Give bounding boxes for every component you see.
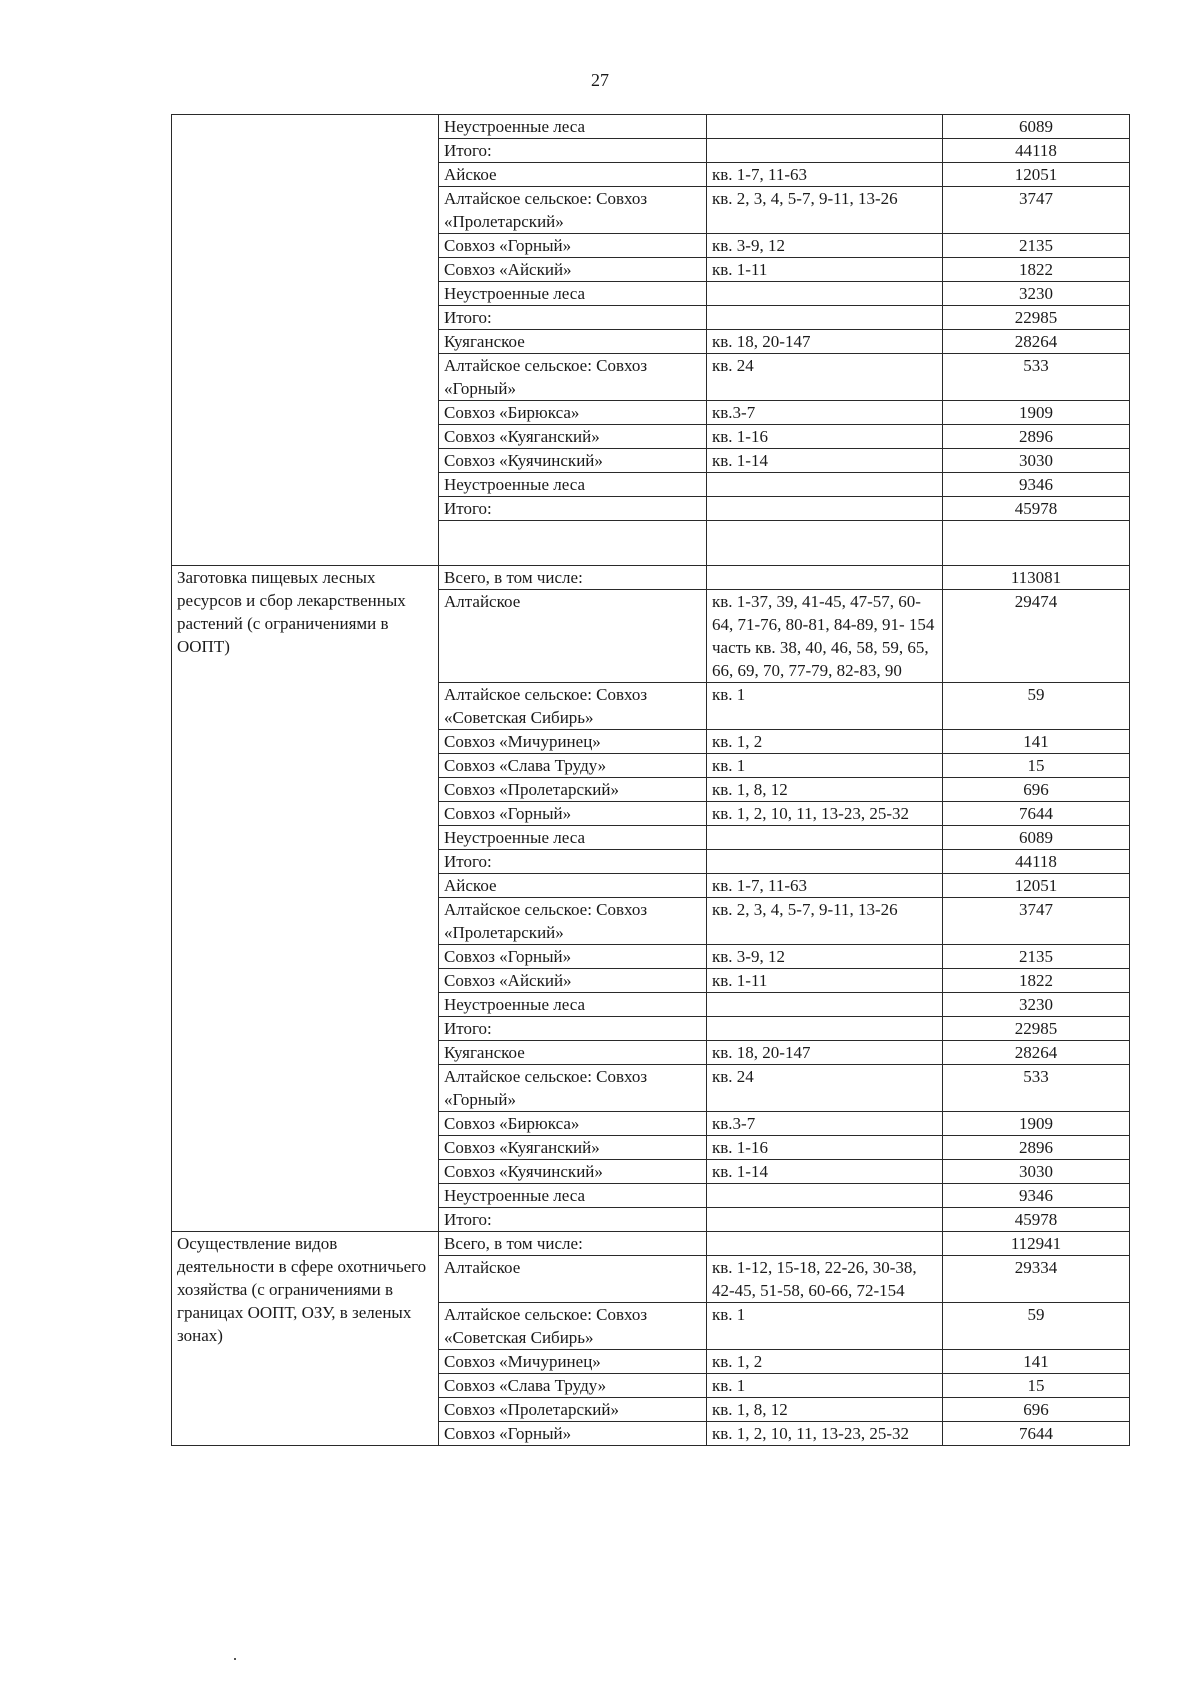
quarters-cell	[707, 850, 943, 874]
area-cell: 2135	[943, 945, 1130, 969]
forestry-name-cell: Совхоз «Пролетарский»	[439, 778, 707, 802]
area-cell: 44118	[943, 139, 1130, 163]
forestry-name-cell: Совхоз «Куяганский»	[439, 425, 707, 449]
quarters-cell: кв. 1-11	[707, 258, 943, 282]
quarters-cell: кв. 24	[707, 1065, 943, 1112]
quarters-cell	[707, 473, 943, 497]
quarters-cell	[707, 566, 943, 590]
forestry-name-cell: Итого:	[439, 1208, 707, 1232]
forestry-name-cell: Алтайское сельское: Совхоз «Советская Сибирь»	[439, 1303, 707, 1350]
quarters-cell: кв. 1-16	[707, 1136, 943, 1160]
forestry-name-cell: Итого:	[439, 1017, 707, 1041]
forestry-name-cell: Совхоз «Горный»	[439, 234, 707, 258]
forestry-name-cell: Итого:	[439, 139, 707, 163]
area-cell: 1822	[943, 969, 1130, 993]
forestry-name-cell: Совхоз «Горный»	[439, 945, 707, 969]
forestry-name-cell: Совхоз «Айский»	[439, 258, 707, 282]
area-cell: 29334	[943, 1256, 1130, 1303]
forestry-name-cell: Алтайское сельское: Совхоз «Советская Сибирь»	[439, 683, 707, 730]
quarters-cell: кв. 1-16	[707, 425, 943, 449]
quarters-cell: кв. 18, 20-147	[707, 330, 943, 354]
quarters-cell: кв. 1-14	[707, 449, 943, 473]
area-cell: 29474	[943, 590, 1130, 683]
area-cell: 59	[943, 683, 1130, 730]
area-cell: 59	[943, 1303, 1130, 1350]
forestry-name-cell: Алтайское	[439, 590, 707, 683]
forestry-name-cell: Совхоз «Слава Труду»	[439, 1374, 707, 1398]
area-cell: 2896	[943, 425, 1130, 449]
quarters-cell	[707, 1184, 943, 1208]
area-cell: 7644	[943, 802, 1130, 826]
area-cell: 3747	[943, 187, 1130, 234]
table-row	[172, 115, 1130, 139]
quarters-cell: кв. 1, 2	[707, 1350, 943, 1374]
quarters-cell: кв. 1, 2, 10, 11, 13-23, 25-32	[707, 1422, 943, 1446]
quarters-cell: кв. 1, 8, 12	[707, 778, 943, 802]
forestry-name-cell: Совхоз «Куячинский»	[439, 1160, 707, 1184]
area-cell: 141	[943, 1350, 1130, 1374]
forestry-name-cell: Алтайское сельское: Совхоз «Горный»	[439, 1065, 707, 1112]
area-cell: 9346	[943, 1184, 1130, 1208]
quarters-cell: кв. 1, 8, 12	[707, 1398, 943, 1422]
area-cell: 3230	[943, 282, 1130, 306]
forestry-name-cell: Куяганское	[439, 330, 707, 354]
forestry-name-cell: Алтайское сельское: Совхоз «Пролетарский»	[439, 187, 707, 234]
area-cell: 22985	[943, 306, 1130, 330]
area-cell: 3030	[943, 449, 1130, 473]
forestry-name-cell: Совхоз «Куяганский»	[439, 1136, 707, 1160]
page-number: 27	[591, 70, 609, 90]
area-cell: 1909	[943, 401, 1130, 425]
forestry-name-cell: Алтайское	[439, 1256, 707, 1303]
quarters-cell: кв. 1	[707, 1303, 943, 1350]
activity-cell: Заготовка пищевых лесных ресурсов и сбор лекарственных растений (с ограничениями в ООПТ)	[172, 566, 439, 1232]
area-cell: 696	[943, 778, 1130, 802]
forestry-name-cell: Итого:	[439, 497, 707, 521]
table-body	[172, 115, 1130, 1446]
area-cell: 7644	[943, 1422, 1130, 1446]
scan-speck	[234, 1658, 236, 1660]
forestry-name-cell: Совхоз «Мичуринец»	[439, 730, 707, 754]
forestry-name-cell: Алтайское сельское: Совхоз «Пролетарский»	[439, 898, 707, 945]
quarters-cell: кв.3-7	[707, 401, 943, 425]
area-cell: 6089	[943, 115, 1130, 139]
quarters-cell: кв. 3-9, 12	[707, 234, 943, 258]
forestry-name-cell: Совхоз «Слава Труду»	[439, 754, 707, 778]
quarters-cell: кв. 2, 3, 4, 5-7, 9-11, 13-26	[707, 187, 943, 234]
area-cell: 28264	[943, 1041, 1130, 1065]
quarters-cell: кв. 2, 3, 4, 5-7, 9-11, 13-26	[707, 898, 943, 945]
quarters-cell: кв. 1, 2, 10, 11, 13-23, 25-32	[707, 802, 943, 826]
quarters-cell	[707, 1232, 943, 1256]
area-cell: 6089	[943, 826, 1130, 850]
quarters-cell: кв. 1	[707, 1374, 943, 1398]
quarters-cell: кв.3-7	[707, 1112, 943, 1136]
quarters-cell	[707, 497, 943, 521]
forestry-name-cell: Айское	[439, 163, 707, 187]
quarters-cell: кв. 1-12, 15-18, 22-26, 30-38, 42-45, 51-58, 60-66, 72-154	[707, 1256, 943, 1303]
area-cell: 45978	[943, 497, 1130, 521]
quarters-cell: кв. 1	[707, 754, 943, 778]
area-cell: 2135	[943, 234, 1130, 258]
area-cell: 112941	[943, 1232, 1130, 1256]
quarters-cell	[707, 1208, 943, 1232]
quarters-cell	[707, 826, 943, 850]
empty-cell	[439, 521, 707, 566]
forestry-name-cell: Неустроенные леса	[439, 826, 707, 850]
forestry-name-cell: Совхоз «Горный»	[439, 802, 707, 826]
area-cell: 22985	[943, 1017, 1130, 1041]
area-cell: 3030	[943, 1160, 1130, 1184]
area-cell: 45978	[943, 1208, 1130, 1232]
empty-cell	[943, 521, 1130, 566]
forestry-name-cell: Совхоз «Куячинский»	[439, 449, 707, 473]
area-cell: 2896	[943, 1136, 1130, 1160]
area-cell: 9346	[943, 473, 1130, 497]
activity-cell: Осуществление видов деятельности в сфере охотничьего хозяйства (с ограничениями в границах ООПТ, ОЗУ, в зеленых зонах)	[172, 1232, 439, 1446]
area-cell: 44118	[943, 850, 1130, 874]
area-cell: 12051	[943, 874, 1130, 898]
quarters-cell: кв. 1, 2	[707, 730, 943, 754]
quarters-cell: кв. 1-7, 11-63	[707, 874, 943, 898]
forestry-name-cell: Неустроенные леса	[439, 473, 707, 497]
quarters-cell	[707, 993, 943, 1017]
forestry-name-cell: Совхоз «Бирюкса»	[439, 1112, 707, 1136]
quarters-cell: кв. 1-11	[707, 969, 943, 993]
forestry-name-cell: Совхоз «Бирюкса»	[439, 401, 707, 425]
table-row	[172, 566, 1130, 590]
forestry-name-cell: Итого:	[439, 850, 707, 874]
quarters-cell: кв. 1-14	[707, 1160, 943, 1184]
quarters-cell: кв. 1-7, 11-63	[707, 163, 943, 187]
quarters-cell: кв. 1-37, 39, 41-45, 47-57, 60-64, 71-76, 80-81, 84-89, 91- 154 часть кв. 38, 40, 46, 58, 59, 65, 66, 69, 70, 77-79, 82-83, 90	[707, 590, 943, 683]
area-cell: 28264	[943, 330, 1130, 354]
area-cell: 1909	[943, 1112, 1130, 1136]
area-cell: 15	[943, 1374, 1130, 1398]
forestry-name-cell: Всего, в том числе:	[439, 1232, 707, 1256]
area-cell: 3230	[943, 993, 1130, 1017]
quarters-cell	[707, 139, 943, 163]
forestry-name-cell: Куяганское	[439, 1041, 707, 1065]
area-cell: 15	[943, 754, 1130, 778]
area-cell: 141	[943, 730, 1130, 754]
area-cell: 113081	[943, 566, 1130, 590]
forestry-name-cell: Совхоз «Айский»	[439, 969, 707, 993]
forest-quarters-table	[171, 114, 1130, 1446]
area-cell: 533	[943, 354, 1130, 401]
quarters-cell: кв. 3-9, 12	[707, 945, 943, 969]
forestry-name-cell: Алтайское сельское: Совхоз «Горный»	[439, 354, 707, 401]
activity-cell	[172, 115, 439, 566]
quarters-cell: кв. 18, 20-147	[707, 1041, 943, 1065]
forestry-name-cell: Неустроенные леса	[439, 115, 707, 139]
quarters-cell: кв. 1	[707, 683, 943, 730]
forestry-name-cell: Совхоз «Мичуринец»	[439, 1350, 707, 1374]
forestry-name-cell: Совхоз «Пролетарский»	[439, 1398, 707, 1422]
quarters-cell	[707, 282, 943, 306]
quarters-cell	[707, 115, 943, 139]
quarters-cell	[707, 306, 943, 330]
forestry-name-cell: Неустроенные леса	[439, 993, 707, 1017]
area-cell: 1822	[943, 258, 1130, 282]
quarters-cell	[707, 1017, 943, 1041]
forestry-name-cell: Итого:	[439, 306, 707, 330]
forestry-name-cell: Всего, в том числе:	[439, 566, 707, 590]
area-cell: 3747	[943, 898, 1130, 945]
forestry-name-cell: Совхоз «Горный»	[439, 1422, 707, 1446]
forestry-name-cell: Неустроенные леса	[439, 282, 707, 306]
forestry-name-cell: Неустроенные леса	[439, 1184, 707, 1208]
quarters-cell: кв. 24	[707, 354, 943, 401]
area-cell: 696	[943, 1398, 1130, 1422]
area-cell: 533	[943, 1065, 1130, 1112]
area-cell: 12051	[943, 163, 1130, 187]
empty-cell	[707, 521, 943, 566]
forestry-name-cell: Айское	[439, 874, 707, 898]
table-row	[172, 1232, 1130, 1256]
